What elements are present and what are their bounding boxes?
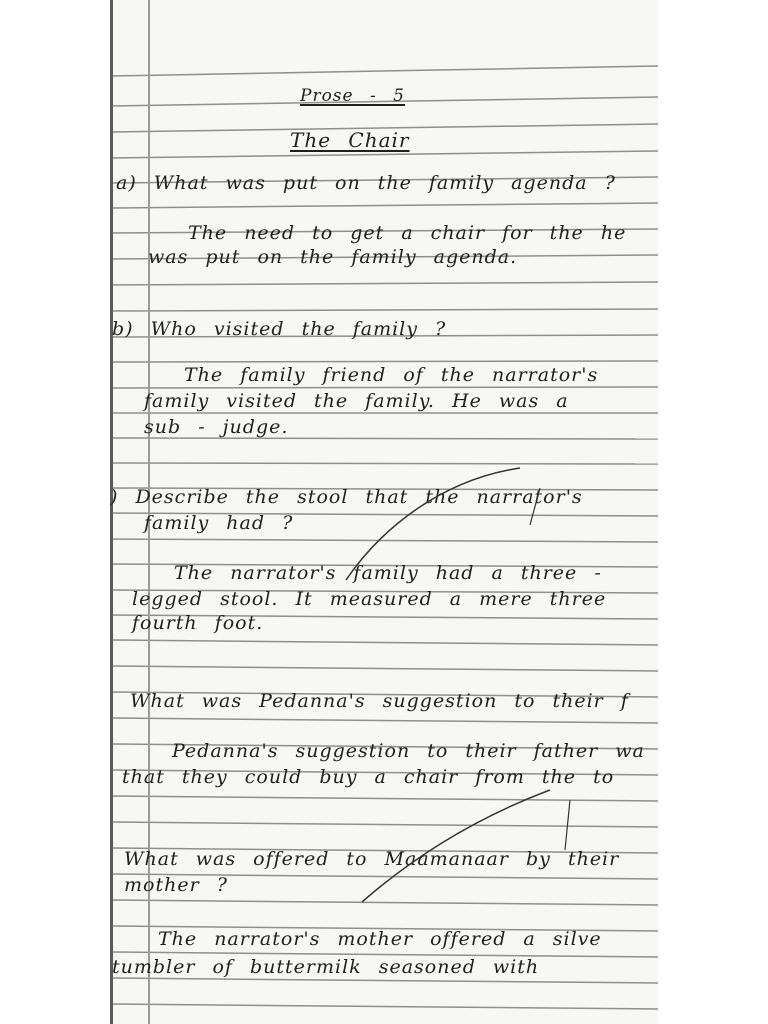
answer-line: sub - judge. <box>144 416 289 438</box>
answer-line: fourth foot. <box>132 612 264 634</box>
answer-line: The narrator's family had a three - <box>174 562 602 584</box>
answer-line: that they could buy a chair from the to <box>122 766 615 788</box>
answer-line: Pedanna's suggestion to their father wa <box>172 740 645 762</box>
question-line: mother ? <box>124 874 228 896</box>
answer-line: was put on the family agenda. <box>148 246 518 268</box>
answer-line: The family friend of the narrator's <box>184 364 599 386</box>
answer-line: legged stool. It measured a mere three <box>132 588 607 610</box>
question-line: b) Who visited the family ? <box>112 318 447 340</box>
question-line: What was offered to Maamanaar by their <box>124 848 620 870</box>
pencil-stroke-marks <box>110 0 658 1024</box>
question-line: a) What was put on the family agenda ? <box>116 172 616 194</box>
page-title: The Chair <box>290 128 410 152</box>
question-line: What was Pedanna's suggestion to their f <box>130 690 629 712</box>
answer-line: tumbler of buttermilk seasoned with <box>112 956 540 978</box>
page-heading: Prose - 5 <box>300 86 405 106</box>
question-line: ) Describe the stool that the narrator's <box>110 486 583 508</box>
answer-line: The need to get a chair for the he <box>188 222 627 244</box>
question-line: family had ? <box>144 512 294 534</box>
notebook-page <box>110 0 658 1024</box>
answer-line: family visited the family. He was a <box>144 390 569 412</box>
answer-line: The narrator's mother offered a silve <box>158 928 602 950</box>
